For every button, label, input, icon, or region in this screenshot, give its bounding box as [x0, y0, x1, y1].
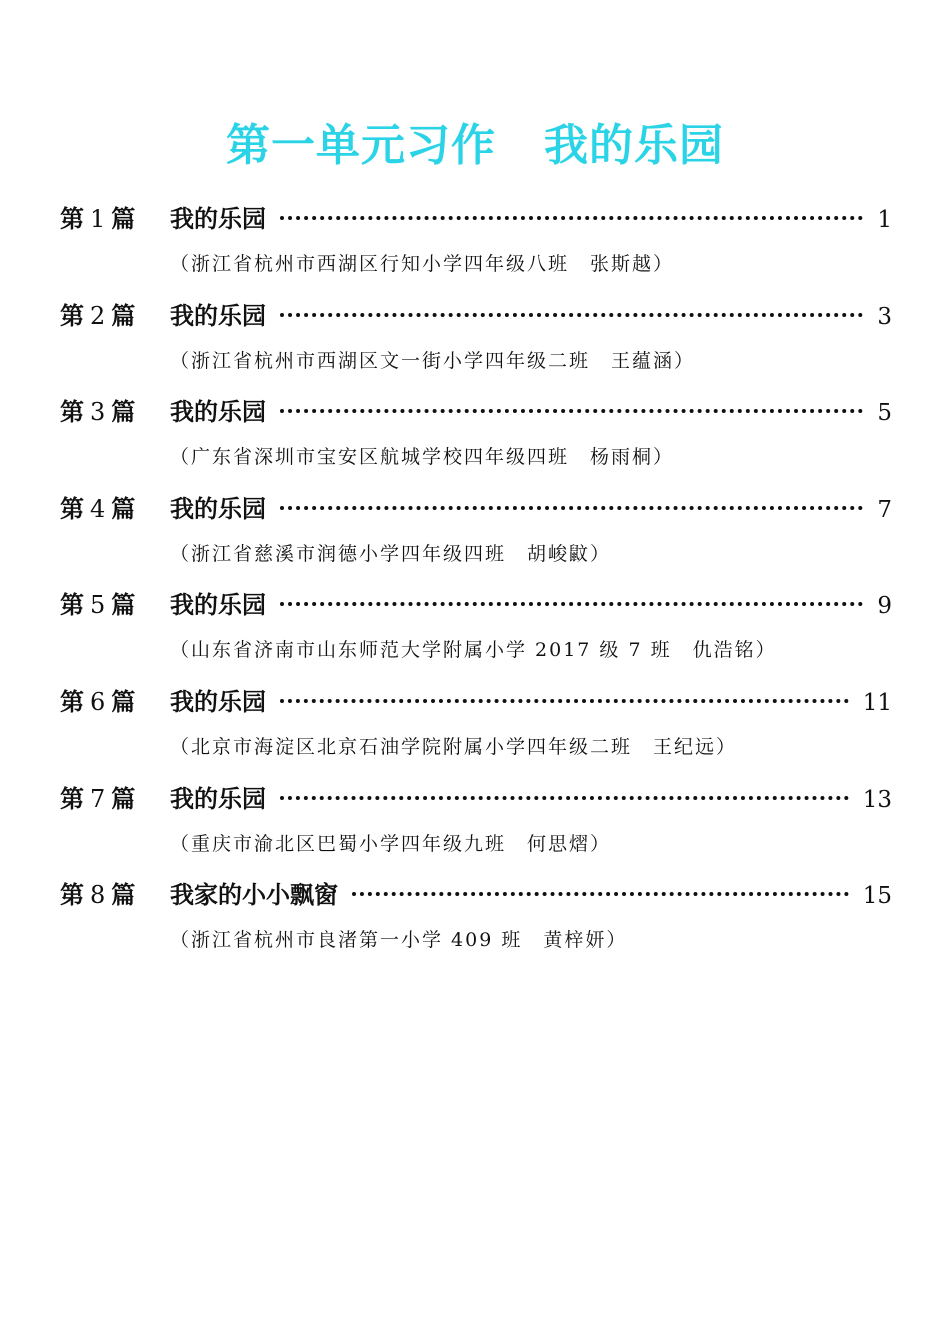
entry-title[interactable]: 我的乐园	[170, 783, 266, 813]
toc-entry-line	[60, 389, 892, 435]
dot-leader	[280, 506, 863, 510]
toc-entry-4[interactable]	[60, 486, 892, 583]
entry-page-number: 3	[877, 303, 892, 330]
table-of-contents	[60, 196, 892, 969]
entry-page-number: 5	[877, 400, 892, 427]
entry-number: 第 8 篇	[60, 880, 136, 910]
entry-author: （重庆市渝北区巴蜀小学四年级九班 何思熠）	[170, 832, 612, 855]
page-title-unit: 第一单元习作	[226, 120, 496, 171]
toc-entry-line	[60, 582, 892, 628]
entry-author: （浙江省杭州市西湖区文一街小学四年级二班 王蕴涵）	[170, 349, 696, 372]
toc-entry-1[interactable]	[60, 196, 892, 293]
entry-number: 第 5 篇	[60, 590, 136, 620]
entry-author: （浙江省杭州市西湖区行知小学四年级八班 张斯越）	[170, 253, 675, 275]
entry-number: 第 6 篇	[60, 686, 136, 716]
entry-page-number: 11	[862, 689, 892, 716]
dot-leader	[280, 313, 863, 317]
entry-number: 第 3 篇	[60, 397, 136, 427]
entry-author: （广东省深圳市宝安区航城学校四年级四班 杨雨桐）	[170, 446, 675, 469]
entry-title[interactable]: 我的乐园	[170, 686, 266, 716]
page-title-topic: 我的乐园	[544, 120, 724, 171]
entry-title[interactable]: 我的乐园	[170, 590, 266, 620]
toc-entry-6[interactable]	[60, 679, 892, 776]
entry-number: 第 2 篇	[60, 300, 136, 330]
toc-entry-line	[60, 679, 892, 725]
dot-leader	[352, 892, 849, 896]
toc-entry-line	[60, 872, 892, 918]
toc-entry-line	[60, 293, 892, 339]
toc-entry-7[interactable]	[60, 776, 892, 873]
entry-title[interactable]: 我的乐园	[170, 397, 266, 427]
toc-entry-8[interactable]	[60, 872, 892, 969]
dot-leader	[280, 602, 863, 606]
entry-number: 第 7 篇	[60, 783, 136, 813]
page-title	[0, 118, 950, 174]
entry-author: （浙江省杭州市良渚第一小学 409 班 黄梓妍）	[170, 929, 628, 952]
entry-author: （山东省济南市山东师范大学附属小学 2017 级 7 班 仇浩铭）	[170, 639, 777, 662]
dot-leader	[280, 796, 849, 800]
entry-page-number: 13	[862, 786, 892, 813]
toc-entry-line	[60, 486, 892, 532]
entry-author: （浙江省慈溪市润德小学四年级四班 胡峻鼤）	[170, 542, 612, 565]
entry-title[interactable]: 我的乐园	[170, 300, 266, 330]
toc-entry-2[interactable]	[60, 293, 892, 390]
toc-entry-line	[60, 196, 892, 242]
toc-entry-3[interactable]	[60, 389, 892, 486]
dot-leader	[280, 409, 863, 413]
entry-number: 第 4 篇	[60, 493, 136, 523]
entry-author: （北京市海淀区北京石油学院附属小学四年级二班 王纪远）	[170, 735, 738, 758]
dot-leader	[280, 699, 849, 703]
entry-page-number: 1	[877, 207, 892, 233]
toc-entry-5[interactable]	[60, 582, 892, 679]
dot-leader	[280, 216, 863, 220]
entry-title[interactable]: 我的乐园	[170, 493, 266, 523]
entry-title[interactable]: 我家的小小飘窗	[170, 880, 338, 910]
entry-page-number: 7	[877, 496, 892, 523]
entry-page-number: 15	[862, 883, 892, 910]
entry-page-number: 9	[877, 593, 892, 620]
entry-title[interactable]: 我的乐园	[170, 204, 266, 233]
entry-number: 第 1 篇	[60, 204, 136, 233]
toc-entry-line	[60, 776, 892, 822]
